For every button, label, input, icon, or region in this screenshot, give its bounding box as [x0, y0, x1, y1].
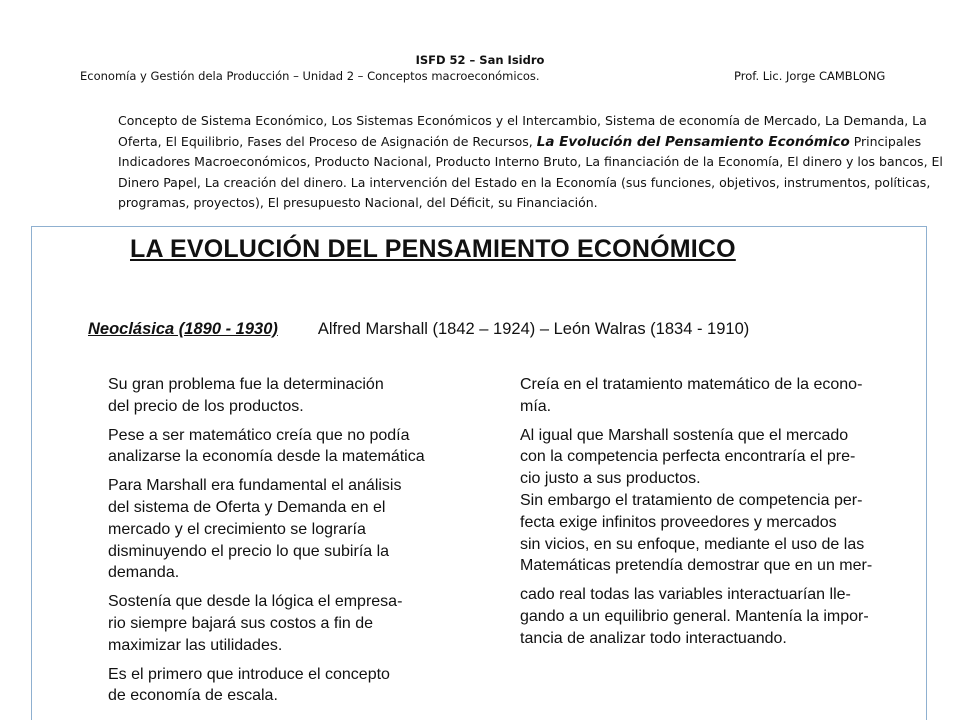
school-name: Neoclásica (1890 - 1930)	[88, 320, 278, 338]
text-line: Pese a ser matemático creía que no podía	[108, 426, 410, 444]
text-line: analizarse la economía desde la matemática	[108, 448, 425, 466]
text-line: con la competencia perfecta encontraría el pre-	[520, 448, 856, 466]
text-line: Al igual que Marshall sostenía que el mercado	[520, 426, 849, 444]
paragraph	[108, 374, 508, 418]
text-line: sin vicios, en su enfoque, mediante el uso de las	[520, 535, 865, 553]
topics-highlight: La Evolución del Pensamiento Económico	[536, 133, 850, 150]
text-line: mía.	[520, 397, 552, 415]
text-line: demanda.	[108, 564, 180, 582]
topics-text-before: Concepto de Sistema Económico, Los Sistemas Económicos y el Intercambio, Sistema de economía de Mercado, La Demanda, La Oferta, El Equilibrio, Fases del Proceso de Asignación de Recursos,	[118, 113, 927, 149]
left-column	[108, 374, 508, 714]
text-line: maximizar las utilidades.	[108, 636, 283, 654]
text-line: Sin embargo el tratamiento de competencia per-	[520, 491, 863, 509]
professor-header: Prof. Lic. Jorge CAMBLONG	[734, 69, 886, 83]
topics-text-after: Principales Indicadores Macroeconómicos, Producto Nacional, Producto Interno Bruto, La financiación de la Economía, El dinero y los bancos, El Dinero Papel, La creación del dinero. La intervención del Estado en la Economía (sus funciones, objetivos, instrumentos, políticas, programas, proyectos), El presupuesto Nacional, del Déficit, su Financiación.	[118, 133, 943, 210]
text-line: rio siempre bajará sus costos a fin de	[108, 614, 374, 632]
text-line: cado real todas las variables interactuarían lle-	[520, 586, 851, 604]
text-line: gando a un equilibrio general. Mantenía la impor-	[520, 607, 869, 625]
text-line: de economía de escala.	[108, 687, 278, 705]
paragraph	[520, 425, 940, 578]
slide-title: LA EVOLUCIÓN DEL PENSAMIENTO ECONÓMICO	[130, 235, 736, 263]
school-line	[88, 320, 749, 339]
paragraph	[520, 584, 940, 649]
text-line: Es el primero que introduce el concepto	[108, 665, 390, 683]
text-line: cio justo a sus productos.	[520, 470, 701, 488]
topics-paragraph	[118, 111, 948, 214]
paragraph	[520, 374, 940, 418]
text-line: Matemáticas pretendía demostrar que en un mer-	[520, 557, 873, 575]
text-line: Creía en el tratamiento matemático de la econo-	[520, 376, 863, 393]
text-line: del precio de los productos.	[108, 397, 304, 415]
paragraph	[108, 591, 508, 656]
text-line: disminuyendo el precio lo que subiría la	[108, 542, 390, 560]
text-line: fecta exige infinitos proveedores y mercados	[520, 513, 837, 531]
institution-header: ISFD 52 – San Isidro	[415, 53, 545, 67]
text-line: tancia de analizar todo interactuando.	[520, 629, 787, 647]
text-line: Su gran problema fue la determinación	[108, 376, 384, 393]
paragraph	[108, 425, 508, 469]
text-line: Para Marshall era fundamental el análisis	[108, 477, 402, 495]
text-line: Sostenía que desde la lógica el empresa-	[108, 593, 403, 611]
paragraph	[108, 664, 508, 708]
text-line: mercado y el crecimiento se lograría	[108, 520, 366, 538]
subject-header: Economía y Gestión dela Producción – Unidad 2 – Conceptos macroeconómicos.	[80, 69, 540, 83]
text-line: del sistema de Oferta y Demanda en el	[108, 498, 386, 516]
school-authors: Alfred Marshall (1842 – 1924) – León Walras (1834 - 1910)	[317, 320, 750, 338]
paragraph	[108, 475, 508, 584]
right-column	[520, 374, 940, 657]
